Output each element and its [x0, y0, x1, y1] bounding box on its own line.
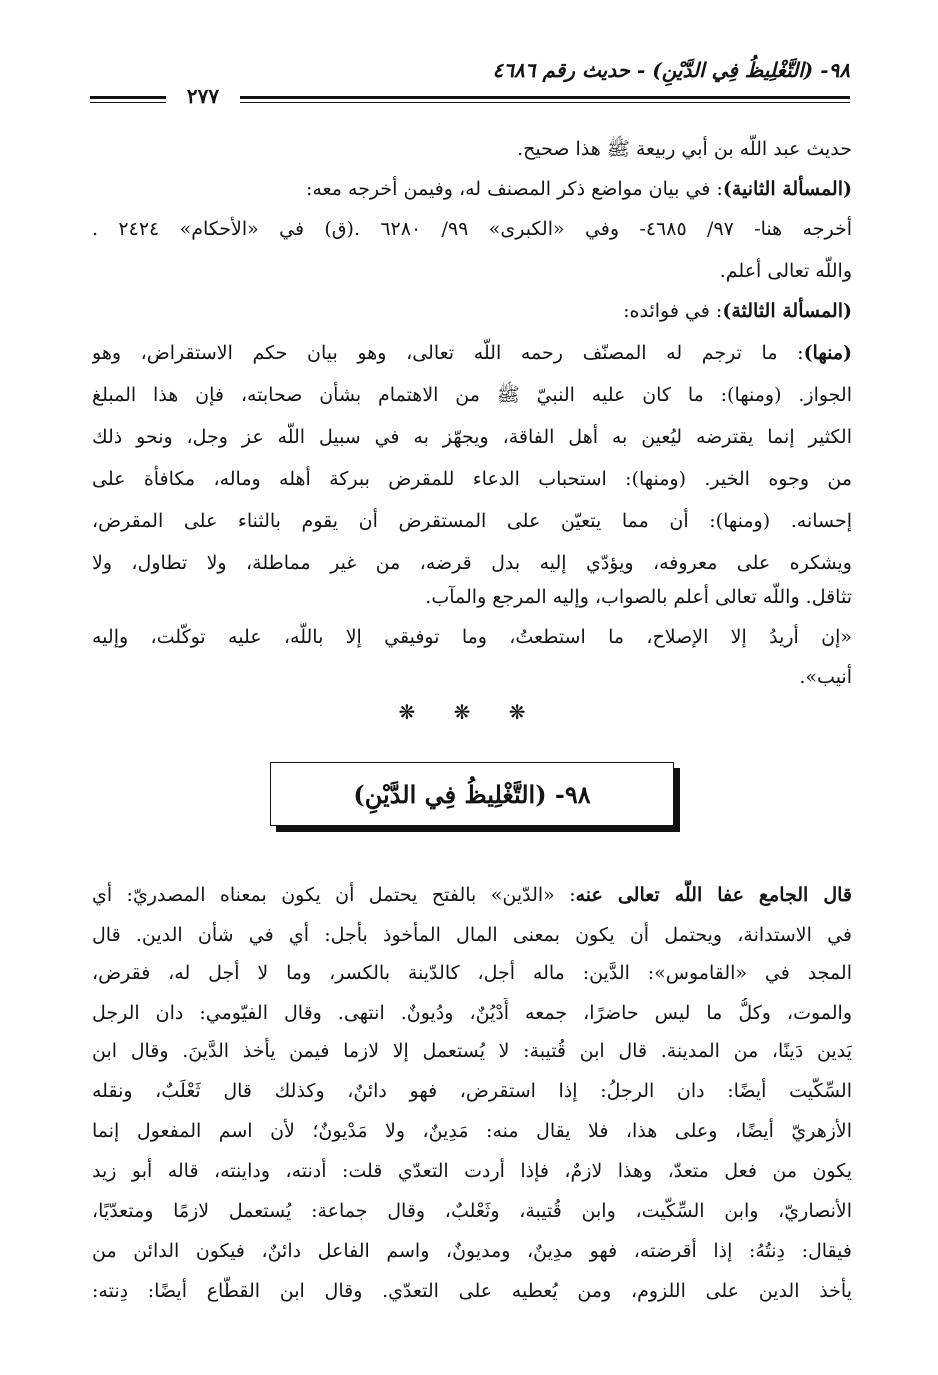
- text-line: الجواز. (ومنها): ما كان عليه النبيّ ﷺ من الاهتمام بشأن صحابته، فإن هذا المبلغ: [92, 384, 852, 406]
- text-line: حديث عبد اللَّه بن أبي ربيعة ﷺ هذا صحيح.: [517, 138, 852, 160]
- section-separator: ❋ ❋ ❋: [398, 700, 542, 724]
- text-line: إحسانه. (ومنها): أن مما يتعيّن على المستقرض أن يقوم بالثناء على المقرض،: [92, 510, 852, 532]
- text-line: السِّكّيت أيضًا: دان الرجلُ: إذا استقرض، فهو دائنٌ، وكذلك قال ثَعْلَبٌ، ونقله: [92, 1080, 852, 1102]
- chapter-heading-box: [270, 762, 674, 826]
- text-line: قال الجامع عفا اللَّه تعالى عنه: «الدّين» بالفتح يحتمل أن يكون بمعناه المصدريّ: أي: [92, 884, 852, 906]
- header-rule-right: [240, 96, 850, 103]
- text-line: المجد في «القاموس»: الدَّين: ماله أجل، كالدّينة بالكسر، وما لا أجل له، فقرض،: [92, 962, 852, 984]
- text-line: يَدين دَينًا، من المدينة. قال ابن قُتيبة: لا يُستعمل إلا لازما فيمن يأخذ الدَّينَ. وقال ابن: [92, 1040, 852, 1062]
- text-line: الأزهريّ أيضًا، وعلى هذا، فلا يقال منه: مَدِينٌ، ولا مَدْيونٌ؛ لأن اسم المفعول إنما: [92, 1120, 852, 1142]
- running-title: ٩٨- (التَّغْلِيظُ فِي الدَّيْنِ) - حديث رقم ٤٦٨٦: [492, 58, 850, 82]
- text-line: أخرجه هنا- ٩٧/ ٤٦٨٥- وفي «الكبرى» ٩٩/ ٦٢٨٠ .(ق) في «الأحكام» ٢٤٢٤ .: [92, 218, 852, 240]
- text-line: تثاقل. واللَّه تعالى أعلم بالصواب، وإليه المرجع والمآب.: [425, 586, 852, 608]
- text-line: يكون من فعل متعدّ، وهذا لازمٌ، فإذا أردت التعدّي قلت: أدنته، وداينته، قاله أبو زيد: [92, 1160, 852, 1182]
- text-line: في الاستدانة، ويحتمل أن يكون بمعنى المال المأخوذ بأجل: أي في شأن الدين. قال: [92, 924, 852, 946]
- text-line: الأنصاريّ، وابن السِّكّيت، وابن قُتيبة، وثَعْلبٌ، وقال جماعة: يُستعمل لازمًا ومتعدّيًا،: [92, 1200, 852, 1222]
- issue-heading: (المسألة الثانية): [722, 178, 852, 200]
- text-line: (المسألة الثالثة): في فوائده:: [623, 300, 852, 322]
- header-rule-left: [90, 96, 166, 103]
- text-line: (المسألة الثانية): في بيان مواضع ذكر المصنف له، وفيمن أخرجه معه:: [306, 178, 852, 200]
- chapter-title: ٩٨- (التَّغْلِيظُ فِي الدَّيْنِ): [353, 779, 591, 809]
- text-line: «إن أريدُ إلا الإصلاح، ما استطعتُ، وما توفيقي إلا باللَّه، عليه توكّلت، وإليه: [92, 626, 852, 648]
- text-line: من وجوه الخير. (ومنها): استحباب الدعاء للمقرض ببركة أهله وماله، مكافأة على: [92, 468, 852, 490]
- author-lead: قال الجامع عفا اللَّه تعالى عنه: [575, 884, 852, 906]
- text-line: واللَّه تعالى أعلم.: [719, 260, 852, 282]
- text-line: ويشكره على معروفه، ويؤدّي إليه بدل قرضه، من غير مماطلة، ولا تطاول، ولا: [92, 552, 852, 574]
- text-line: أنيب».: [799, 666, 852, 688]
- text-line: (منها): ما ترجم له المصنّف رحمه اللَّه تعالى، وهو بيان حكم الاستقراض، وهو: [92, 342, 852, 364]
- text-line: الكثير إنما يقترضه ليُعين به أهل الفاقة، ويجهّز به في سبيل اللَّه عز وجل، ونحو ذلك: [92, 426, 852, 448]
- text-line: والموت، وكلُّ ما ليس حاضرًا، جمعه أَدْيُنٌ، ودُيونٌ. انتهى. وقال الفيّومي: دان الرجل: [92, 1002, 852, 1024]
- text-line: يأخذ الدين على اللزوم، ومن يُعطيه على التعدّي. وقال ابن القطّاع أيضًا: دِنته:: [92, 1280, 852, 1302]
- page-number: ٢٧٧: [186, 84, 220, 108]
- text-line: فيقال: دِنتُهُ: إذا أقرضته، فهو مدِينٌ، ومديونٌ، واسم الفاعل دائنٌ، فيكون الدائن من: [92, 1240, 852, 1262]
- issue-heading: (المسألة الثالثة): [722, 300, 852, 322]
